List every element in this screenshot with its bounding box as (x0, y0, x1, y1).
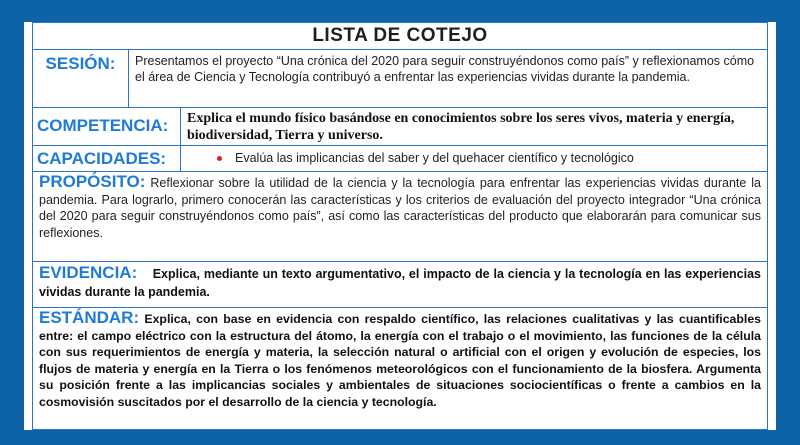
sesion-label: SESIÓN: (33, 50, 129, 107)
checklist-frame (32, 22, 768, 430)
sesion-text: Presentamos el proyecto “Una crónica del 2020 para seguir construyéndonos como país” y reflexionamos cómo el área de Ciencia y Tecnología contribuyó a enfrentar las experiencias vividas durante la pandemia. (135, 54, 755, 84)
evidencia-text: Explica, mediante un texto argumentativo, el impacto de la ciencia y la tecnología en las experiencias vividas durante la pandemia. (39, 267, 761, 299)
capacidades-row (33, 146, 767, 172)
competencia-text: Explica el mundo físico basándose en conocimientos sobre los seres vivos, materia y energía, biodiversidad, Tierra y universo. (187, 111, 735, 143)
evidencia-label: EVIDENCIA: (39, 263, 138, 282)
competencia-row (33, 108, 767, 146)
document-title: LISTA DE COTEJO (33, 23, 767, 50)
estandar-block (33, 308, 767, 432)
proposito-text: Reflexionar sobre la utilidad de la ciencia y la tecnología para enfrentar las experiencias vividas durante la pandemia. Para lograrlo, primero conocerán las características y los criterios de evaluación del proyecto integrador “Una crónica del 2020 para seguir construyéndonos como país”, así como las características del producto que elaborarán para comunicar sus reflexiones. (39, 176, 761, 240)
estandar-text: Explica, con base en evidencia con respaldo científico, las relaciones cualitativas y las cuantificables entre: el campo eléctrico con la estructura del átomo, la energía con el trabajo o el movimiento, las funciones de la célula con sus requerimientos de energía y materia, la selección natural o artificial con el origen y evolución de especies, los flujos de materia y energía en la Tierra o los fenómenos meteorológicos con el funcionamiento de la biosfera. Argumenta su posición frente a las implicancias sociales y ambientales de situaciones sociocientíficas o frente a cambios en la cosmovisión suscitados por el desarrollo de la ciencia y tecnología. (39, 312, 761, 409)
capacidades-item-text: Evalúa las implicancias del saber y del quehacer científico y tecnológico (235, 151, 634, 165)
bullet-icon (217, 156, 222, 161)
competencia-label: COMPETENCIA: (33, 108, 181, 145)
capacidades-item (181, 146, 767, 171)
proposito-label: PROPÓSITO: (39, 172, 146, 191)
proposito-block (33, 172, 767, 262)
sesion-row (33, 50, 767, 108)
checklist-sheet (24, 22, 776, 430)
evidencia-block (33, 262, 767, 308)
capacidades-label: CAPACIDADES: (33, 146, 181, 171)
estandar-label: ESTÁNDAR: (39, 308, 140, 327)
